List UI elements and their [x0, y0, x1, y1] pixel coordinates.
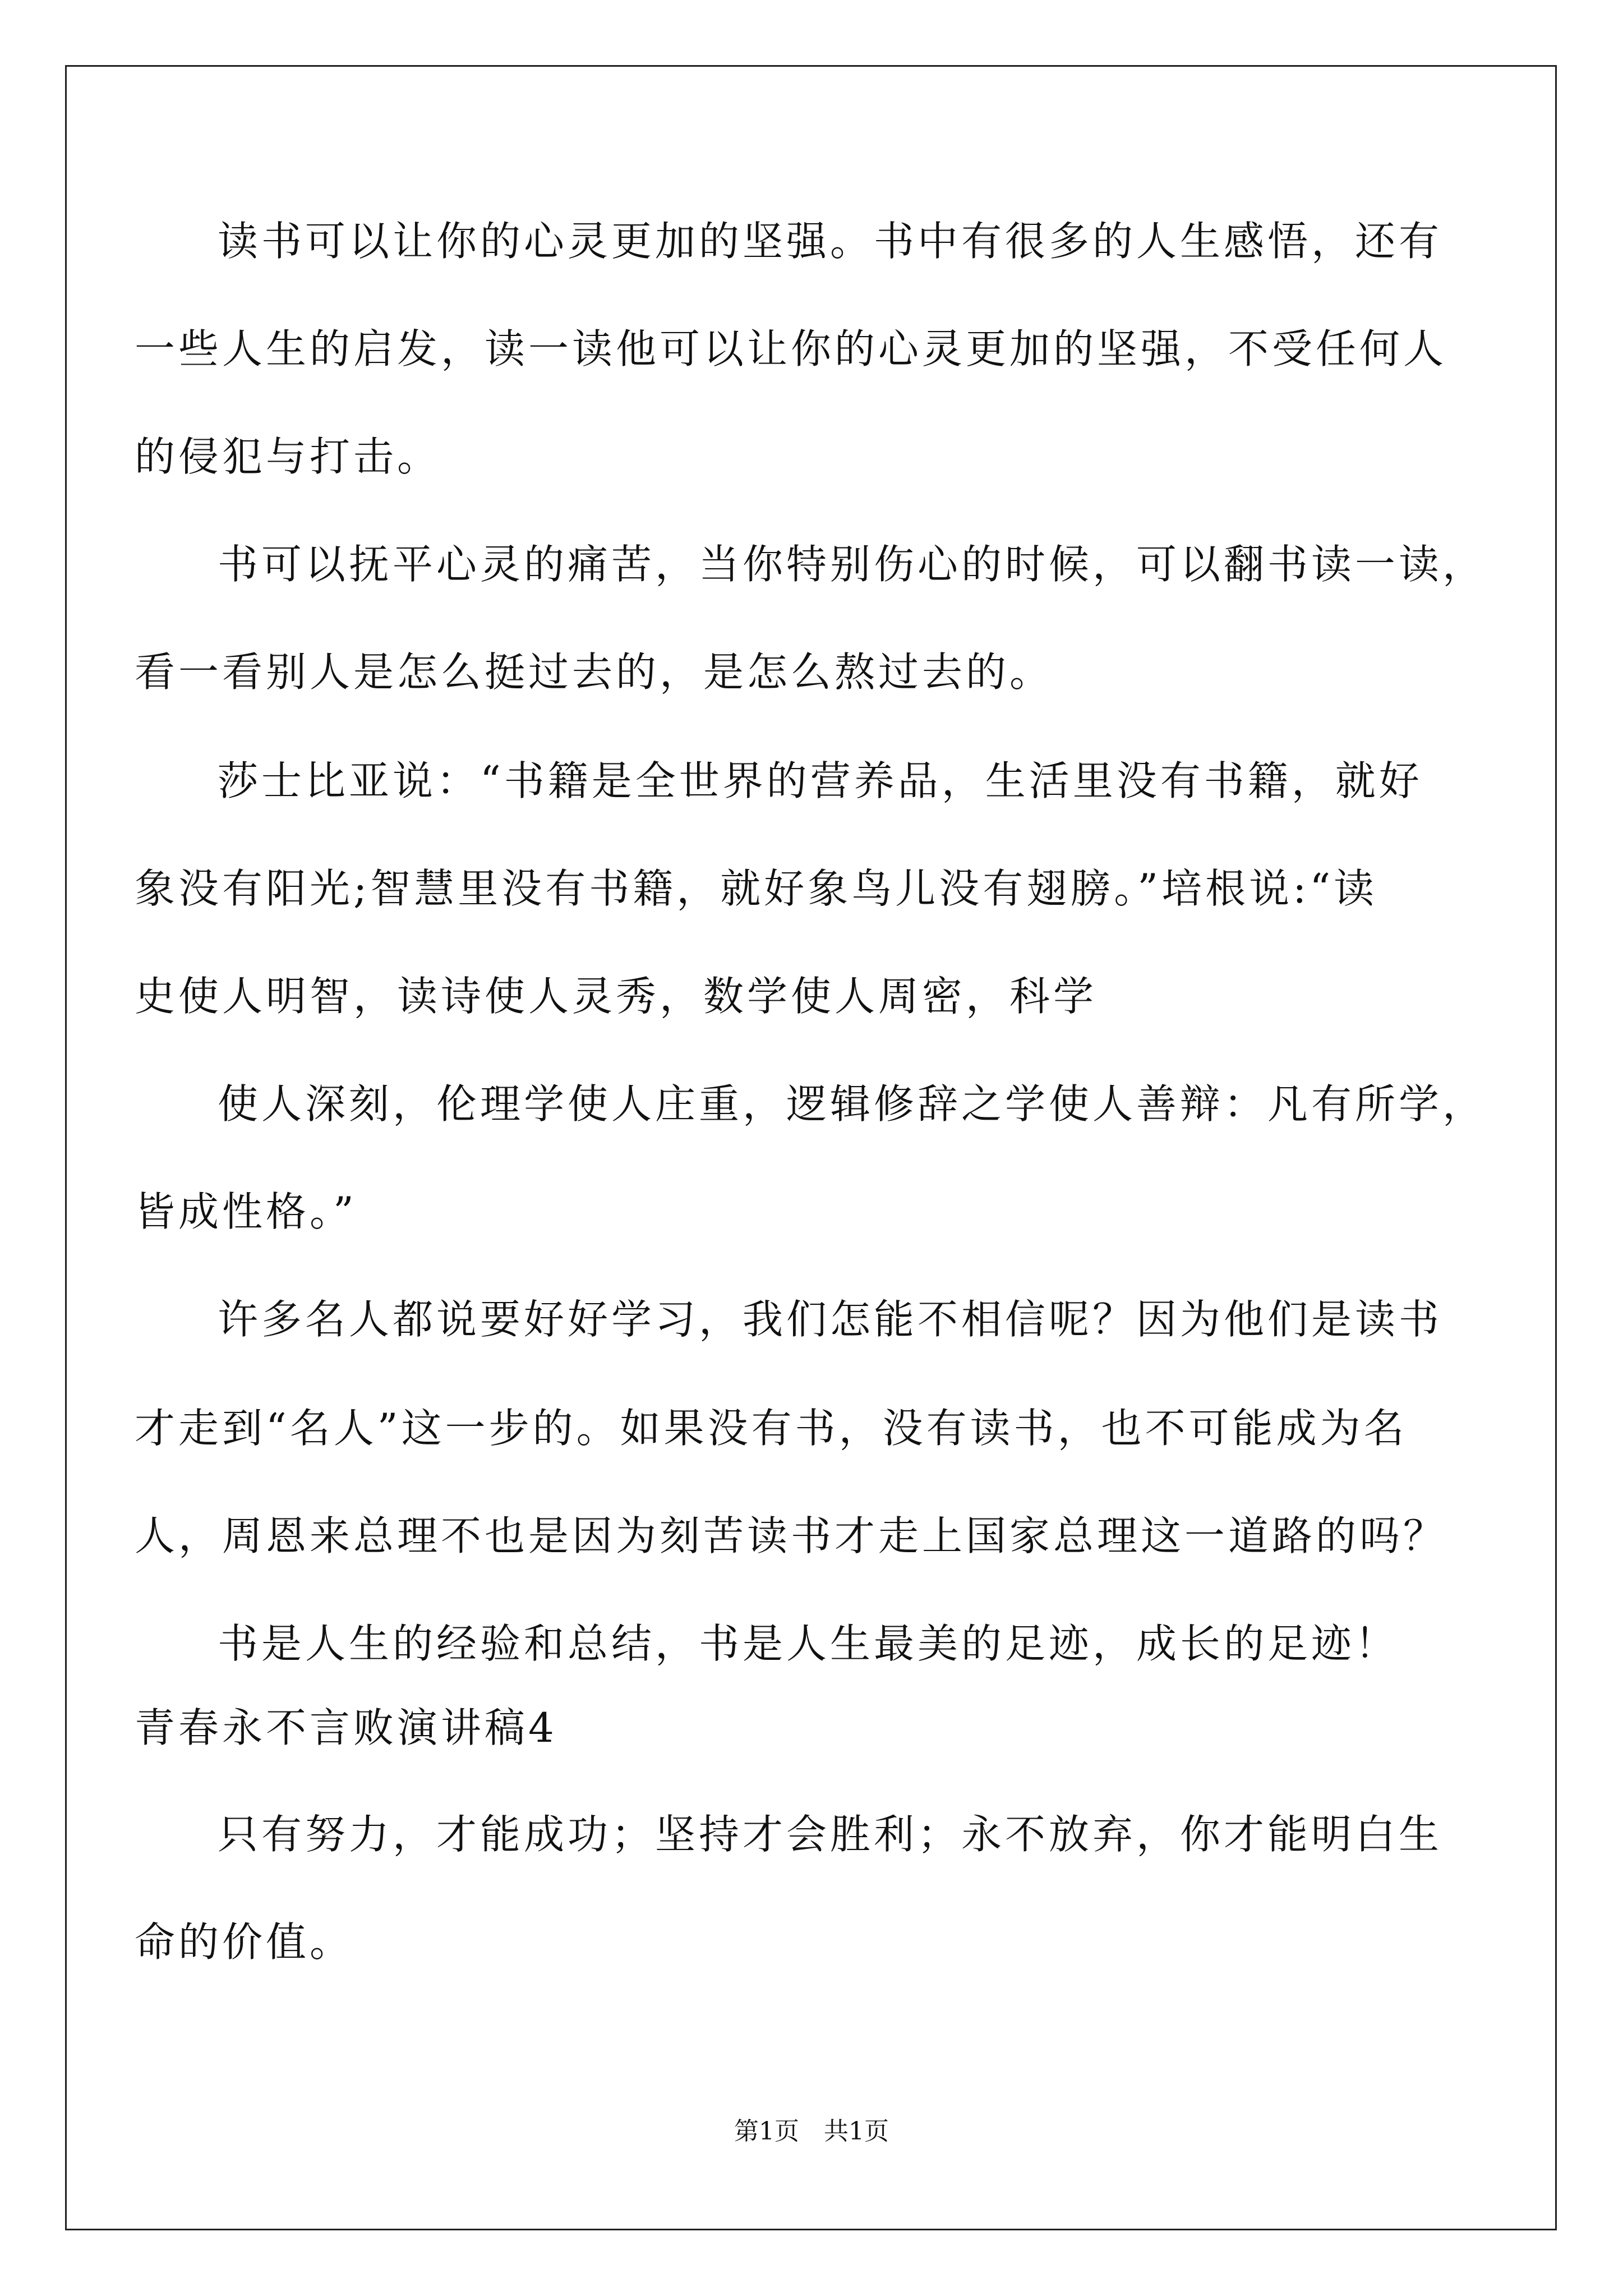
- text-line: 读书可以让你的心灵更加的坚强。书中有很多的人生感悟，还有: [218, 218, 1443, 265]
- text-line: 只有努力，才能成功；坚持才会胜利；永不放弃，你才能明白生: [218, 1811, 1443, 1858]
- text-line: 的侵犯与打击。: [135, 433, 441, 480]
- text-line: 莎士比亚说：“书籍是全世界的营养品，生活里没有书籍，就好: [218, 757, 1423, 804]
- page-border: [65, 65, 1557, 2230]
- text-line: 命的价值。: [135, 1918, 354, 1966]
- text-line: 人，周恩来总理不也是因为刻苦读书才走上国家总理这一道路的吗？: [135, 1512, 1447, 1559]
- text-line: 书可以抚平心灵的痛苦，当你特别伤心的时候，可以翻书读一读，: [218, 541, 1487, 588]
- text-line: 才走到“名人”这一步的。如果没有书，没有读书，也不可能成为名: [135, 1405, 1408, 1452]
- text-line: 许多名人都说要好好学习，我们怎能不相信呢？因为他们是读书: [218, 1296, 1443, 1343]
- text-line: 象没有阳光;智慧里没有书籍，就好象鸟儿没有翅膀。”培根说:“读: [135, 865, 1378, 912]
- text-line: 皆成性格。”: [135, 1188, 357, 1235]
- text-line: 史使人明智，读诗使人灵秀，数学使人周密，科学: [135, 973, 1098, 1020]
- page-number: 第1页 共1页: [734, 2117, 889, 2146]
- text-line: 使人深刻，伦理学使人庄重，逻辑修辞之学使人善辩：凡有所学，: [218, 1080, 1487, 1128]
- text-line: 书是人生的经验和总结，书是人生最美的足迹，成长的足迹！: [218, 1620, 1399, 1667]
- section-heading: 青春永不言败演讲稿4: [135, 1704, 557, 1751]
- text-line: 一些人生的启发，读一读他可以让你的心灵更加的坚强，不受任何人: [135, 325, 1447, 372]
- text-line: 看一看别人是怎么挺过去的，是怎么熬过去的。: [135, 648, 1054, 696]
